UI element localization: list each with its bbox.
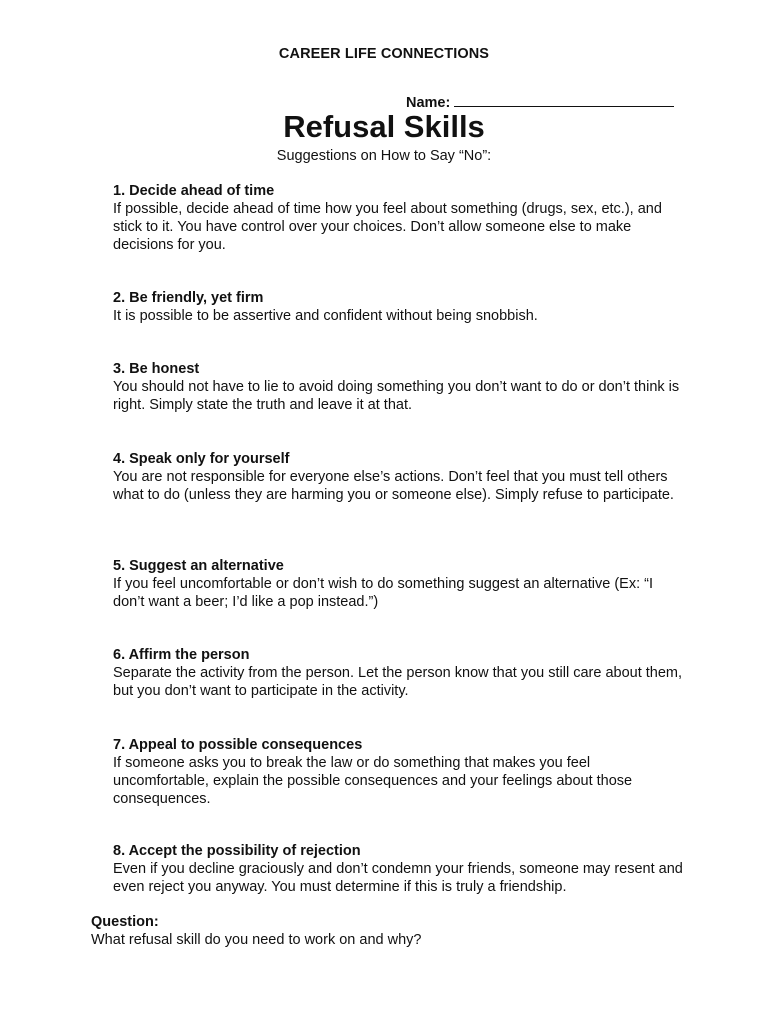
suggestion-heading: 4. Speak only for yourself <box>113 451 290 467</box>
suggestion-item-6 <box>113 646 683 700</box>
suggestion-body: Separate the activity from the person. Let the person know that you still care about them, but you don’t want to participate in the activity. <box>113 665 683 699</box>
suggestion-body: It is possible to be assertive and confident without being snobbish. <box>113 308 538 324</box>
question-section <box>91 913 691 949</box>
suggestion-item-1 <box>113 182 683 254</box>
suggestion-heading: 1. Decide ahead of time <box>113 183 275 199</box>
suggestion-item-5 <box>113 557 683 611</box>
question-label: Question: <box>91 914 159 930</box>
suggestion-item-4 <box>113 450 683 504</box>
header-title: CAREER LIFE CONNECTIONS <box>278 46 490 62</box>
name-blank-line <box>454 92 674 107</box>
suggestion-body: You are not responsible for everyone else’s actions. Don’t feel that you must tell others what to do (unless they are harming you or someone else). Simply refuse to participate. <box>113 469 674 503</box>
document-title: Refusal Skills <box>283 109 485 144</box>
suggestion-body: If possible, decide ahead of time how you feel about something (drugs, sex, etc.), and stick to it. You have control over your choices. Don’t allow someone else to make decisions for you. <box>113 201 662 253</box>
suggestion-heading: 6. Affirm the person <box>113 647 250 663</box>
suggestion-heading: 5. Suggest an alternative <box>113 558 284 574</box>
suggestion-heading: 2. Be friendly, yet firm <box>113 290 264 306</box>
suggestion-heading: 8. Accept the possibility of rejection <box>113 843 361 859</box>
suggestion-item-2 <box>113 289 683 325</box>
document-subtitle: Suggestions on How to Say “No”: <box>276 148 492 164</box>
suggestion-body: If someone asks you to break the law or do something that makes you feel uncomfortable, explain the possible consequences and your feelings about those consequences. <box>113 755 633 807</box>
suggestion-item-8 <box>113 842 683 896</box>
suggestion-heading: 3. Be honest <box>113 361 200 377</box>
suggestion-heading: 7. Appeal to possible consequences <box>113 737 363 753</box>
suggestion-body: Even if you decline graciously and don’t condemn your friends, someone may resent and even reject you anyway. You must determine if this is truly a friendship. <box>113 861 683 895</box>
suggestion-item-3 <box>113 360 683 414</box>
suggestion-body: You should not have to lie to avoid doing something you don’t want to do or don’t think is right. Simply state the truth and leave it at that. <box>113 379 680 413</box>
suggestion-item-7 <box>113 736 683 808</box>
suggestion-body: If you feel uncomfortable or don’t wish to do something suggest an alternative (Ex: “I don’t want a beer; I’d like a pop instead.”) <box>113 576 654 610</box>
name-label: Name: <box>406 95 451 111</box>
question-text: What refusal skill do you need to work on and why? <box>91 932 422 948</box>
